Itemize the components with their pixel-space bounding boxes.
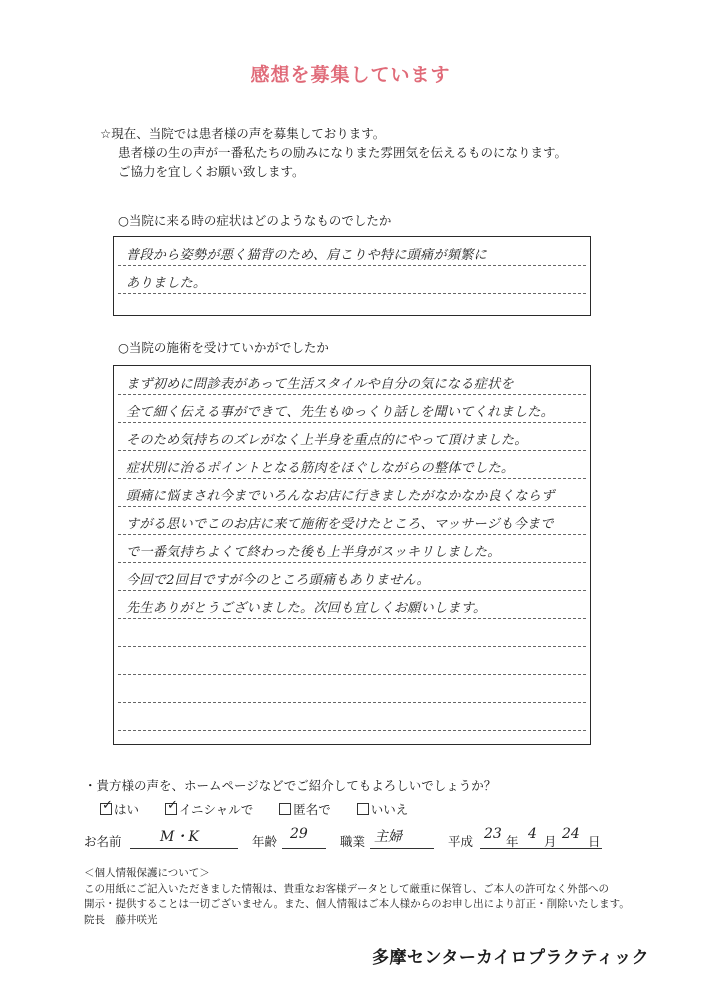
intro-line: ☆現在、当院では患者様の声を募集しております。 <box>100 126 386 141</box>
option-label: 匿名で <box>293 802 331 817</box>
handwritten-text: ありました。 <box>126 276 207 291</box>
age-underline <box>282 848 326 849</box>
option-anonymous[interactable] <box>279 800 331 818</box>
answer-line <box>118 674 586 703</box>
answer-box-symptoms[interactable] <box>113 236 591 316</box>
handwritten-text: すがる思いでこのお店に来て施術を受けたところ、マッサージも今まで <box>126 517 554 532</box>
answer-line <box>118 562 586 591</box>
option-label: いいえ <box>370 802 409 817</box>
privacy-signature: 院長 藤井咲光 <box>84 913 158 926</box>
option-label: イニシャルで <box>179 802 254 817</box>
intro-text <box>100 124 567 181</box>
option-label: はい <box>114 802 140 817</box>
name-label: お名前 <box>84 834 122 849</box>
clinic-name: 多摩センターカイロプラクティック <box>372 948 650 968</box>
job-underline <box>370 848 434 849</box>
answer-line <box>118 394 586 423</box>
age-label: 年齢 <box>252 834 278 849</box>
answer-line <box>118 506 586 535</box>
checkbox-anonymous[interactable] <box>279 803 291 815</box>
year-unit: 年 <box>506 834 519 849</box>
permission-question: ・貴方様の声を、ホームページなどでご紹介してもよろしいでしょうか？ <box>84 778 497 793</box>
question-symptoms: ○当院に来る時の症状はどのようなものでしたか <box>118 213 392 228</box>
handwritten-text: 症状別に治るポイントとなる筋肉をほぐしながらの整体でした。 <box>126 461 515 476</box>
privacy-line: この用紙にご記入いただきました情報は、貴重なお客様データとして厳重に保管し、ご本人の許可なく外部への <box>84 882 609 895</box>
handwritten-text: 普段から姿勢が悪く猫背のため、肩こりや特に頭痛が頻繁に <box>126 248 487 263</box>
option-no[interactable] <box>357 800 409 818</box>
answer-line <box>118 265 586 294</box>
answer-line <box>118 237 586 266</box>
answer-line <box>118 422 586 451</box>
checkbox-yes[interactable] <box>100 798 113 815</box>
option-initials[interactable] <box>165 800 253 818</box>
privacy-line: 開示・提供することは一切ございません。また、個人情報はご本人様からのお申し出により訂正・削除いたします。 <box>84 898 630 910</box>
answer-line <box>118 534 586 563</box>
day-unit: 日 <box>588 834 601 849</box>
name-underline <box>130 848 238 849</box>
checkbox-no[interactable] <box>357 803 369 815</box>
handwritten-text: 頭痛に悩まされ今までいろんなお店に行きましたがなかなか良くならず <box>126 489 555 504</box>
name-value[interactable]: M・K <box>160 829 199 845</box>
check-mark-icon: ✓ <box>167 798 178 813</box>
page-title: 感想を募集しています <box>250 64 451 86</box>
answer-line <box>118 590 586 619</box>
intro-line: ご協力を宜しくお願い致します。 <box>118 164 305 179</box>
check-mark-icon: ✓ <box>102 798 113 813</box>
answer-box-treatment[interactable] <box>113 365 591 745</box>
answer-line <box>118 646 586 675</box>
handwritten-text: 今回で2回目ですが今のところ頭痛もありません。 <box>126 573 430 588</box>
permission-options <box>100 800 430 818</box>
intro-line: 患者様の生の声が一番私たちの励みになりまた雰囲気を伝えるものになります。 <box>118 145 568 160</box>
job-value[interactable]: 主婦 <box>374 829 402 845</box>
handwritten-text: そのため気持ちのズレがなく上半身を重点的にやって頂けました。 <box>126 433 528 448</box>
era-label: 平成 <box>448 834 474 849</box>
answer-line <box>118 478 586 507</box>
answer-line <box>118 366 586 395</box>
month-value[interactable]: 4 <box>528 826 537 842</box>
handwritten-text: 先生ありがとうございました。次回も宜しくお願いします。 <box>126 601 487 616</box>
handwritten-text: で一番気持ちよくて終わった後も上半身がスッキリしました。 <box>126 545 501 560</box>
date-underline <box>480 848 602 849</box>
question-treatment: ○当院の施術を受けていかがでしたか <box>118 340 329 355</box>
handwritten-text: 全て細く伝える事ができて、先生もゆっくり話しを聞いてくれました。 <box>126 405 555 420</box>
job-label: 職業 <box>340 834 366 849</box>
handwritten-text: まず初めに問診表があって生活スタイルや自分の気になる症状を <box>126 377 514 392</box>
answer-line <box>118 450 586 479</box>
privacy-heading: ＜個人情報保護について＞ <box>84 867 210 879</box>
year-value[interactable]: 23 <box>484 826 502 842</box>
answer-line <box>118 618 586 647</box>
answer-line <box>118 702 586 731</box>
privacy-notice <box>84 866 630 928</box>
day-value[interactable]: 24 <box>562 826 580 842</box>
month-unit: 月 <box>544 834 557 849</box>
checkbox-initials[interactable] <box>165 798 178 815</box>
option-yes[interactable] <box>100 800 139 818</box>
age-value[interactable]: 29 <box>290 826 308 842</box>
